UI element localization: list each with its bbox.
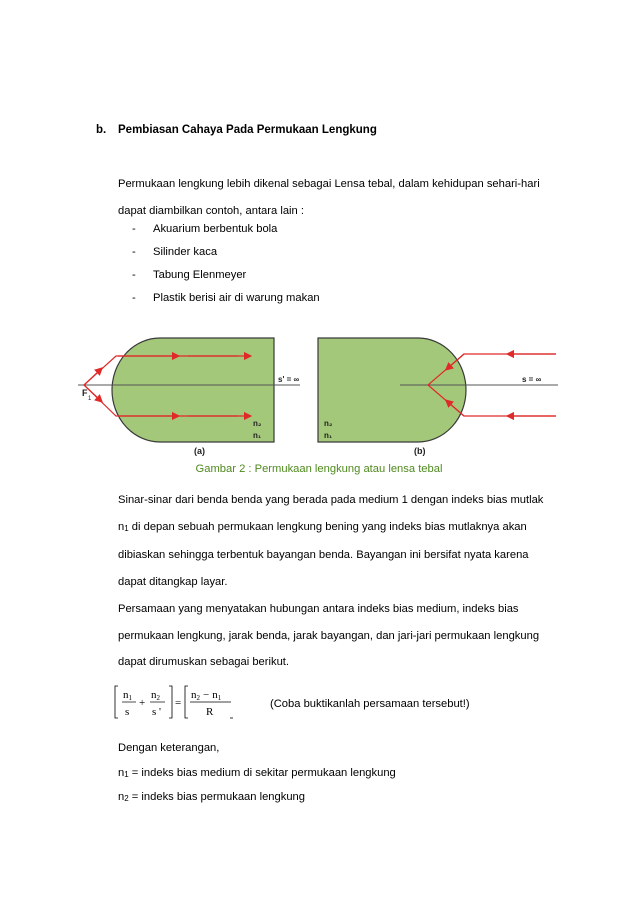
legend-item-n2: $n_2$ = indeks bias permukaan lengkung <box>118 791 306 803</box>
p2-line-2: $n_1$ di depan sebuah permukaan lengkung bening yang indeks bias mutlaknya akan <box>118 520 527 533</box>
p2-line-4: dapat ditangkap layar. <box>118 575 228 588</box>
lens-a-n1: n₁ <box>253 431 262 440</box>
legend-intro: Dengan keterangan, <box>118 742 220 754</box>
refraction-diagram <box>78 334 558 459</box>
section-letter: b. <box>96 124 107 136</box>
section-heading <box>96 124 377 136</box>
svg-text:=: = <box>175 697 182 709</box>
svg-text:s ': s ' <box>152 706 162 718</box>
figure-caption: Gambar 2 : Permukaan lengkung atau lensa tebal <box>195 463 443 475</box>
lens-a-n2: n₂ <box>253 419 262 428</box>
lens-equation <box>112 684 242 727</box>
svg-text:+: + <box>139 697 146 709</box>
equation-graphic <box>112 684 242 722</box>
svg-text:R: R <box>206 706 214 718</box>
lens-b-n1: n₁ <box>324 431 333 440</box>
legend-item-n1: $n_1$ = indeks bias medium di sekitar permukaan lengkung <box>118 767 396 779</box>
list-item: - Silinder kaca <box>132 245 218 258</box>
p2-line-3: dibiaskan sehingga terbentuk bayangan benda. Bayangan ini bersifat nyata karena <box>118 549 529 561</box>
list-item: - Tabung Elenmeyer <box>132 268 247 281</box>
svg-text:n2−n1: n2 − n1 <box>191 689 222 702</box>
focus-label: F <box>82 388 88 398</box>
focus-sub: 1 <box>88 396 92 402</box>
svg-text:n2: n2 <box>151 689 160 702</box>
object-distance-label: s = ∞ <box>522 375 542 384</box>
intro-line-1: Permukaan lengkung lebih dikenal sebagai Lensa tebal, dalam kehidupan sehari-hari <box>118 178 540 190</box>
intro-line-2: dapat diambilkan contoh, antara lain : <box>118 204 304 217</box>
paragraph-3 <box>118 596 560 676</box>
refraction-figure <box>78 334 558 464</box>
svg-text:n1: n1 <box>123 689 132 702</box>
p2-line-1: Sinar-sinar dari benda benda yang berada pada medium 1 dengan indeks bias mutlak <box>118 494 544 506</box>
paragraph-2 <box>118 487 560 595</box>
lens-b-shape <box>318 338 466 442</box>
list-item: - Plastik berisi air di warung makan <box>132 291 320 304</box>
lens-a-shape <box>112 338 274 442</box>
image-distance-label: s' = ∞ <box>278 375 300 384</box>
p3-line-1: Persamaan yang menyatakan hubungan antara indeks bias medium, indeks bias <box>118 603 519 615</box>
lens-b-n2: n₂ <box>324 419 333 428</box>
examples-list <box>132 217 320 309</box>
p3-line-2: permukaan lengkung, jarak benda, jarak bayangan, dan jari-jari permukaan lengkung <box>118 629 540 642</box>
panel-a-label: (a) <box>194 446 205 456</box>
section-title: Pembiasan Cahaya Pada Permukaan Lengkung <box>118 124 377 136</box>
list-item: - Akuarium berbentuk bola <box>132 222 278 235</box>
equation-note: (Coba buktikanlah persamaan tersebut!) <box>270 698 470 710</box>
panel-b-label: (b) <box>414 446 426 456</box>
p3-line-3: dapat dirumuskan sebagai berikut. <box>118 656 290 668</box>
svg-text:s: s <box>125 706 130 718</box>
ray-a-top-in-arrow <box>84 370 100 385</box>
